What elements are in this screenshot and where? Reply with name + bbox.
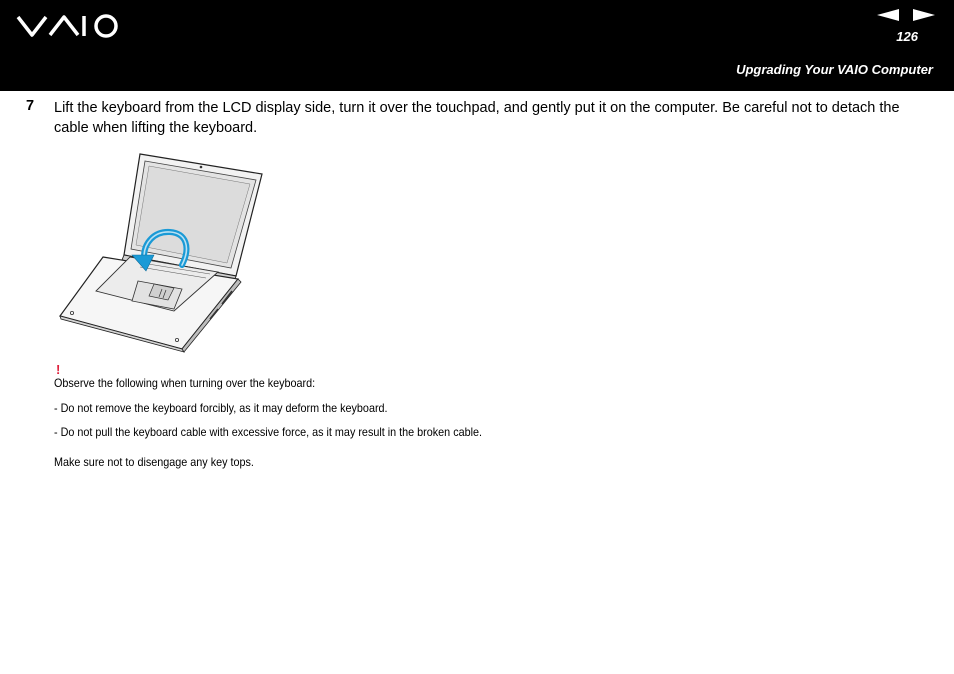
caution-mark: ! [56,362,61,377]
previous-page-arrow-icon[interactable] [877,9,899,21]
step-instruction: Lift the keyboard from the LCD display side, turn it over the touchpad, and gently put it on the computer. Be careful not to detach the cable when lifting the keyboard. [54,100,900,136]
page-header [0,0,954,91]
note-intro: Observe the following when turning over the keyboard: [54,376,316,390]
step-number: 7 [26,98,35,114]
vaio-logo [16,13,120,39]
note-footer: Make sure not to disengage any key tops. [54,455,254,469]
page-number: 126 [896,29,918,44]
note-list-item: - Do not remove the keyboard forcibly, as it may deform the keyboard. [54,401,388,415]
next-page-arrow-icon[interactable] [913,9,935,21]
laptop-keyboard-illustration [56,151,268,353]
section-title: Upgrading Your VAIO Computer [736,62,933,77]
note-list-item: - Do not pull the keyboard cable with excessive force, as it may result in the broken cable. [54,425,483,439]
